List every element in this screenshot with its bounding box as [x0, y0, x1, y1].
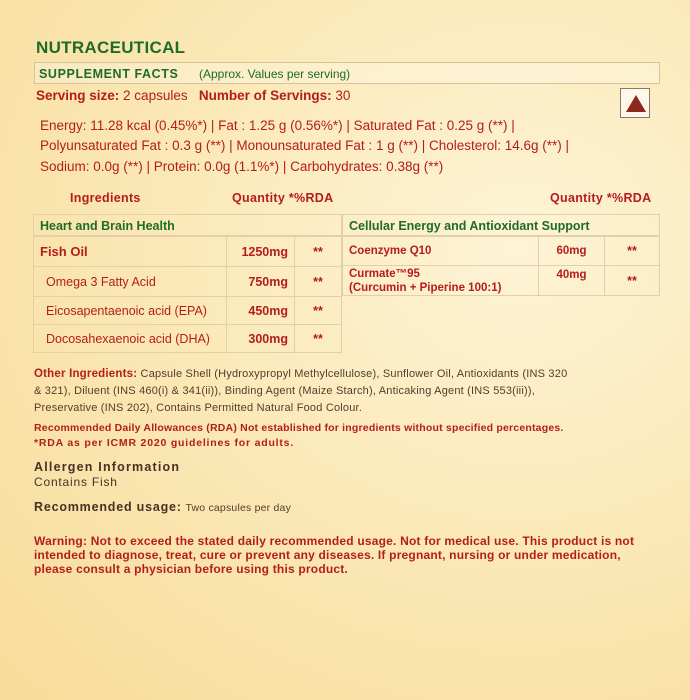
warning-text-1: Not to exceed the stated daily recommended usage. Not for medical use. This product is not — [90, 534, 635, 548]
ingredient-rda: ** — [295, 267, 342, 297]
heart-brain-title: Heart and Brain Health — [40, 219, 175, 233]
ingredient-name-line1: Curmate™95 — [349, 267, 420, 280]
warning-label: Warning: — [34, 534, 88, 548]
ingredient-name: Coenzyme Q10 — [343, 237, 539, 266]
quantity-rda-heading-right: Quantity *%RDA — [550, 191, 652, 205]
table-row — [34, 237, 342, 267]
servings-count-value: 30 — [335, 88, 351, 103]
other-ingredients-label: Other Ingredients: — [34, 368, 138, 380]
warning-line-1 — [34, 534, 634, 548]
table-row — [343, 237, 660, 266]
table-row — [34, 267, 342, 297]
recommended-usage-label: Recommended usage: — [34, 500, 182, 514]
ingredient-rda: ** — [295, 237, 342, 267]
heart-brain-table — [33, 236, 342, 353]
ingredient-qty: 60mg — [539, 237, 605, 266]
rda-note-2: *RDA as per ICMR 2020 guidelines for adults. — [34, 437, 295, 449]
allergen-title: Allergen Information — [34, 460, 181, 474]
ingredient-name: Docosahexaenoic acid (DHA) — [34, 325, 227, 353]
cellular-title: Cellular Energy and Antioxidant Support — [349, 219, 590, 233]
recommended-usage-value: Two capsules per day — [185, 502, 292, 514]
page-title: NUTRACEUTICAL — [36, 38, 186, 57]
ingredient-qty: 300mg — [227, 325, 295, 353]
quantity-rda-heading-left: Quantity *%RDA — [232, 191, 334, 205]
nutrition-line-1: Energy: 11.28 kcal (0.45%*) | Fat : 1.25 g (0.56%*) | Saturated Fat : 0.25 g (**) | — [40, 118, 515, 133]
ingredient-qty: 40mg — [539, 266, 605, 296]
other-ingredients-text-1: Capsule Shell (Hydroxypropyl Methylcellulose), Sunflower Oil, Antioxidants (INS 320 — [140, 368, 568, 380]
ingredients-heading: Ingredients — [70, 191, 141, 205]
ingredient-name: Fish Oil — [34, 237, 227, 267]
serving-size-value: 2 capsules — [123, 88, 188, 103]
table-row — [34, 325, 342, 353]
supplement-facts-note: (Approx. Values per serving) — [199, 67, 351, 81]
other-ingredients-line-3: Preservative (INS 202), Contains Permitted Natural Food Colour. — [34, 402, 363, 414]
ingredient-name: Omega 3 Fatty Acid — [34, 267, 227, 297]
servings-count-label: Number of Servings: — [198, 88, 332, 103]
ingredient-name — [343, 266, 539, 296]
nutrition-line-2: Polyunsaturated Fat : 0.3 g (**) | Monounsaturated Fat : 1 g (**) | Cholesterol: 14.6g (**) | — [40, 138, 570, 153]
ingredient-rda: ** — [605, 266, 660, 296]
supplement-facts-bar — [34, 62, 660, 84]
rda-note-1: Recommended Daily Allowances (RDA) Not established for ingredients without specified percentages. — [34, 422, 564, 434]
other-ingredients-line-1 — [34, 368, 567, 380]
cellular-table — [342, 236, 660, 296]
table-row — [34, 297, 342, 325]
warning-triangle-icon — [620, 88, 650, 118]
supplement-facts-label: SUPPLEMENT FACTS — [39, 67, 179, 81]
cellular-section-header — [342, 214, 660, 236]
ingredient-name: Eicosapentaenoic acid (EPA) — [34, 297, 227, 325]
ingredient-name-line2: (Curcumin + Piperine 100:1) — [349, 281, 502, 294]
ingredient-rda: ** — [605, 237, 660, 266]
warning-line-2: intended to diagnose, treat, cure or prevent any diseases. If pregnant, nursing or under medication, — [34, 548, 621, 562]
ingredient-qty: 450mg — [227, 297, 295, 325]
warning-line-3: please consult a physician before using this product. — [34, 562, 348, 576]
heart-brain-section-header — [33, 214, 342, 236]
ingredient-rda: ** — [295, 297, 342, 325]
ingredient-qty: 1250mg — [227, 237, 295, 267]
serving-info — [36, 88, 350, 103]
recommended-usage — [34, 500, 291, 514]
allergen-value: Contains Fish — [34, 475, 118, 489]
ingredient-rda: ** — [295, 325, 342, 353]
serving-size-label: Serving size: — [36, 88, 120, 103]
ingredient-qty: 750mg — [227, 267, 295, 297]
other-ingredients-line-2: & 321), Diluent (INS 460(i) & 341(ii)), Binding Agent (Maize Starch), Anticaking Agent (INS 553(iii)), — [34, 385, 535, 397]
nutrition-line-3: Sodium: 0.0g (**) | Protein: 0.0g (1.1%*) | Carbohydrates: 0.38g (**) — [40, 159, 444, 174]
table-row — [343, 266, 660, 296]
